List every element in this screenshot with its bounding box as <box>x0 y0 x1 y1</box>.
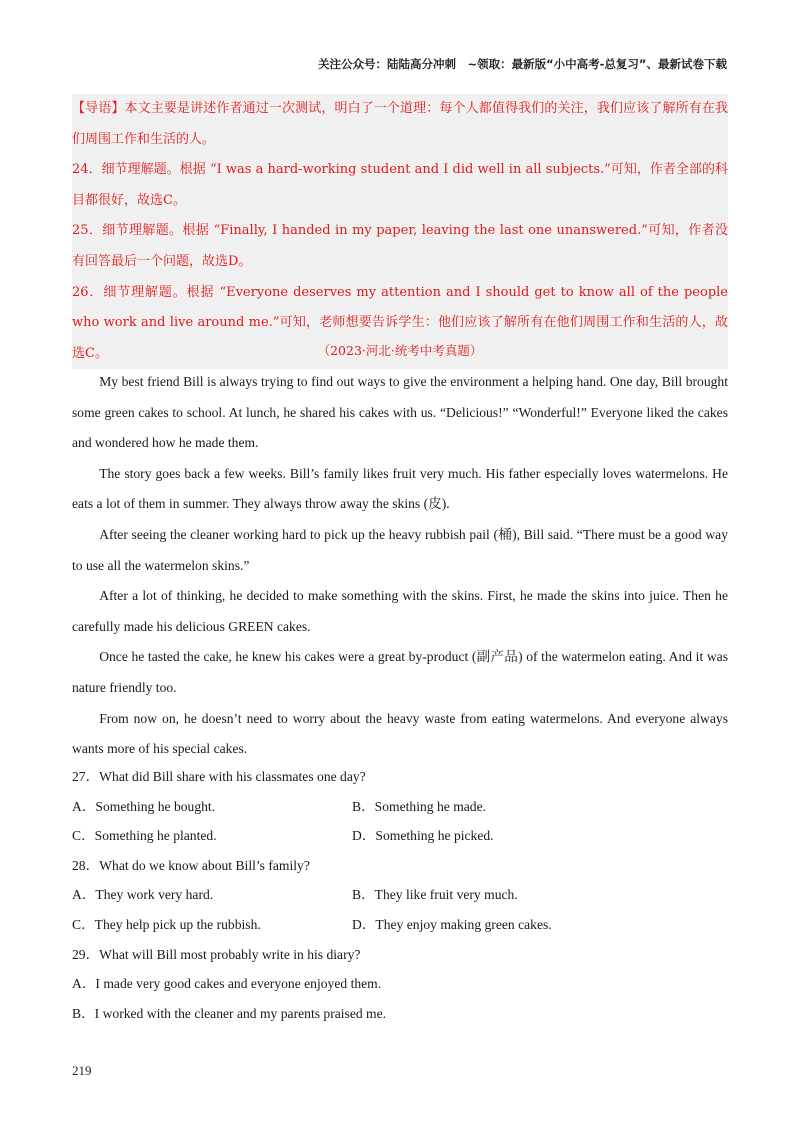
passage-paragraph: Once he tasted the cake, he knew his cakes were a great by-product (副产品) of the watermelon eating. And it was nature friendly too. <box>72 649 728 695</box>
question-28-stem: 28．What do we know about Bill’s family? <box>72 857 310 873</box>
option-28-d: D．They enjoy making green cakes. <box>352 916 552 932</box>
answer-explanation-box <box>72 94 728 369</box>
page-header: 关注公众号：陆陆高分冲刺 ~领取：最新版“小中高考-总复习”、最新试卷下载 <box>317 57 727 71</box>
question-27-options-row <box>72 792 728 822</box>
intro-note: 【导语】本文主要是讲述作者通过一次测试，明白了一个道理：每个人都值得我们的关注，我们应该了解所有在我们周围工作和生活的人。 <box>72 101 728 147</box>
page-number: 219 <box>72 1063 92 1078</box>
passage-paragraph: From now on, he doesn’t need to worry about the heavy waste from eating watermelons. And everyone always wants more of his special cakes. <box>72 710 728 757</box>
passage-paragraph: After seeing the cleaner working hard to pick up the heavy rubbish pail (桶), Bill said. “There must be a good way to use all the watermelon skins.” <box>72 526 728 573</box>
option-29-a: A．I made very good cakes and everyone enjoyed them. <box>72 976 382 992</box>
question-27-stem: 27．What did Bill share with his classmates one day? <box>72 769 366 784</box>
question-list <box>72 762 728 1028</box>
question-29-stem: 29．What will Bill most probably write in his diary? <box>72 946 361 962</box>
passage-paragraph: My best friend Bill is always trying to find out ways to give the environment a helping hand. One day, Bill brought some green cakes to school. At lunch, he shared his cakes with us. “Delicious!” “Wonderful!” Everyone liked the cakes and wondered how he made them. <box>72 374 728 451</box>
passage-paragraph: After a lot of thinking, he decided to make something with the skins. First, he made the skins into juice. Then he carefully made his delicious GREEN cakes. <box>72 588 728 634</box>
answer-25: 25．细节理解题。根据 “Finally, I handed in my paper, leaving the last one unanswered.”可知，作者没有回答最后一个问题，故选D。 <box>72 223 728 269</box>
reading-passage <box>72 367 728 765</box>
option-27-b: B．Something he made. <box>352 798 487 814</box>
option-28-b: B．They like fruit very much. <box>352 887 518 903</box>
question-27-options-row <box>72 821 728 851</box>
option-27-c: C．Something he planted. <box>72 828 217 844</box>
option-29-b: B．I worked with the cleaner and my parents praised me. <box>72 1005 387 1021</box>
option-27-a: A．Something he bought. <box>72 798 216 814</box>
answer-24: 24．细节理解题。根据 “I was a hard-working student and I did well in all subjects.”可知，作者全部的科目都很好，故选C。 <box>72 162 728 208</box>
passage-paragraph: The story goes back a few weeks. Bill’s family likes fruit very much. His father especially loves watermelons. He eats a lot of them in summer. They always throw away the skins (皮). <box>72 465 728 512</box>
option-27-d: D．Something he picked. <box>352 828 494 844</box>
option-28-c: C．They help pick up the rubbish. <box>72 916 261 932</box>
question-28-options-row <box>72 910 728 940</box>
option-28-a: A．They work very hard. <box>72 887 214 903</box>
answer-26: 26．细节理解题。根据 “Everyone deserves my attention and I should get to know all of the people who work and live around me.”可知，老师想要告诉学生：他们应该了解所有在他们周围工作和生活的人，故选C。 <box>72 284 728 361</box>
question-28-options-row <box>72 880 728 910</box>
exam-source: （2023·河北·统考中考真题） <box>317 343 483 358</box>
